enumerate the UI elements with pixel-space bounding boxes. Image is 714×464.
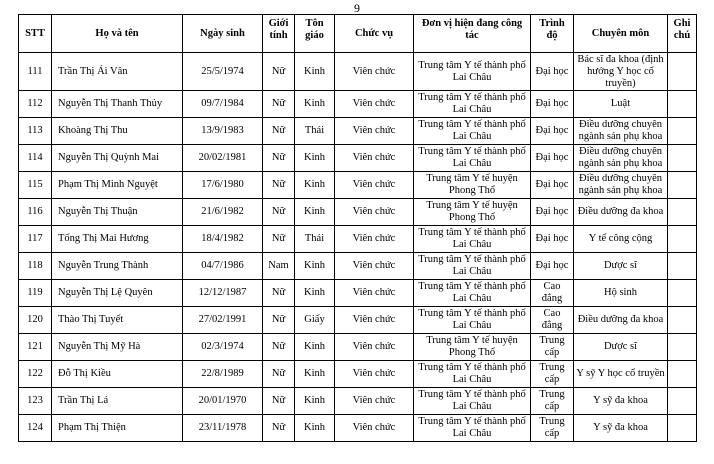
cell-gender: Nữ	[263, 118, 295, 145]
cell-level: Đại học	[531, 172, 574, 199]
cell-dob: 13/9/1983	[183, 118, 263, 145]
cell-position: Viên chức	[335, 388, 414, 415]
cell-unit: Trung tâm Y tế thành phố Lai Châu	[414, 415, 531, 442]
cell-stt: 120	[19, 307, 52, 334]
cell-stt: 112	[19, 91, 52, 118]
cell-note	[668, 145, 697, 172]
cell-level: Đại học	[531, 253, 574, 280]
cell-stt: 118	[19, 253, 52, 280]
page-number: 9	[354, 1, 360, 15]
cell-religion: Kinh	[295, 415, 335, 442]
cell-religion: Kinh	[295, 199, 335, 226]
cell-unit: Trung tâm Y tế thành phố Lai Châu	[414, 280, 531, 307]
header-gender: Giới tính	[263, 15, 295, 53]
cell-note	[668, 280, 697, 307]
cell-stt: 116	[19, 199, 52, 226]
table-row	[19, 307, 697, 334]
cell-note	[668, 118, 697, 145]
cell-religion: Kinh	[295, 172, 335, 199]
cell-dob: 18/4/1982	[183, 226, 263, 253]
cell-dob: 20/02/1981	[183, 145, 263, 172]
cell-specialty: Y sỹ đa khoa	[574, 388, 668, 415]
table-row	[19, 280, 697, 307]
cell-specialty: Dược sĩ	[574, 334, 668, 361]
cell-dob: 21/6/1982	[183, 199, 263, 226]
cell-specialty: Dược sĩ	[574, 253, 668, 280]
staff-table	[18, 14, 697, 442]
cell-religion: Kinh	[295, 91, 335, 118]
header-religion: Tôn giáo	[295, 15, 335, 53]
cell-unit: Trung tâm Y tế thành phố Lai Châu	[414, 253, 531, 280]
table-row	[19, 172, 697, 199]
cell-note	[668, 172, 697, 199]
cell-name: Phạm Thị Minh Nguyệt	[52, 172, 183, 199]
table-row	[19, 91, 697, 118]
cell-name: Phạm Thị Thiện	[52, 415, 183, 442]
cell-religion: Kinh	[295, 334, 335, 361]
cell-specialty: Điều dưỡng chuyên ngành sản phụ khoa	[574, 118, 668, 145]
cell-level: Trung cấp	[531, 334, 574, 361]
cell-name: Nguyễn Thị Mỹ Hà	[52, 334, 183, 361]
cell-stt: 111	[19, 53, 52, 91]
cell-stt: 124	[19, 415, 52, 442]
cell-unit: Trung tâm Y tế huyện Phong Thổ	[414, 199, 531, 226]
cell-specialty: Y sỹ đa khoa	[574, 415, 668, 442]
table-row	[19, 334, 697, 361]
cell-level: Đại học	[531, 118, 574, 145]
cell-position: Viên chức	[335, 199, 414, 226]
cell-unit: Trung tâm Y tế thành phố Lai Châu	[414, 91, 531, 118]
cell-note	[668, 334, 697, 361]
cell-religion: Thái	[295, 118, 335, 145]
header-position: Chức vụ	[335, 15, 414, 53]
cell-specialty: Điều dưỡng chuyên ngành sản phụ khoa	[574, 172, 668, 199]
cell-gender: Nữ	[263, 145, 295, 172]
cell-gender: Nữ	[263, 226, 295, 253]
cell-unit: Trung tâm Y tế thành phố Lai Châu	[414, 361, 531, 388]
cell-name: Nguyễn Thị Lệ Quyên	[52, 280, 183, 307]
cell-stt: 121	[19, 334, 52, 361]
cell-unit: Trung tâm Y tế thành phố Lai Châu	[414, 226, 531, 253]
cell-religion: Kinh	[295, 280, 335, 307]
cell-religion: Thái	[295, 226, 335, 253]
table-row	[19, 226, 697, 253]
cell-dob: 22/8/1989	[183, 361, 263, 388]
cell-specialty: Y tế công cộng	[574, 226, 668, 253]
cell-note	[668, 226, 697, 253]
cell-position: Viên chức	[335, 334, 414, 361]
header-name: Họ và tên	[52, 15, 183, 53]
cell-specialty: Luật	[574, 91, 668, 118]
cell-stt: 113	[19, 118, 52, 145]
cell-specialty: Điều dưỡng đa khoa	[574, 199, 668, 226]
cell-gender: Nữ	[263, 280, 295, 307]
cell-gender: Nữ	[263, 415, 295, 442]
cell-name: Nguyễn Thị Quỳnh Mai	[52, 145, 183, 172]
cell-name: Trần Thị Lá	[52, 388, 183, 415]
cell-specialty: Bác sĩ đa khoa (định hướng Y học cổ truyền)	[574, 53, 668, 91]
cell-dob: 27/02/1991	[183, 307, 263, 334]
cell-level: Cao đẳng	[531, 280, 574, 307]
cell-position: Viên chức	[335, 226, 414, 253]
cell-name: Tống Thị Mai Hương	[52, 226, 183, 253]
table-row	[19, 415, 697, 442]
cell-level: Trung cấp	[531, 361, 574, 388]
cell-gender: Nữ	[263, 388, 295, 415]
cell-stt: 114	[19, 145, 52, 172]
cell-unit: Trung tâm Y tế huyện Phong Thổ	[414, 172, 531, 199]
cell-position: Viên chức	[335, 145, 414, 172]
cell-level: Cao đẳng	[531, 307, 574, 334]
cell-note	[668, 53, 697, 91]
cell-gender: Nữ	[263, 199, 295, 226]
cell-religion: Kinh	[295, 145, 335, 172]
cell-specialty: Điều dưỡng đa khoa	[574, 307, 668, 334]
cell-unit: Trung tâm Y tế thành phố Lai Châu	[414, 118, 531, 145]
cell-stt: 122	[19, 361, 52, 388]
cell-position: Viên chức	[335, 253, 414, 280]
cell-gender: Nữ	[263, 172, 295, 199]
cell-specialty: Hộ sinh	[574, 280, 668, 307]
cell-level: Đại học	[531, 226, 574, 253]
cell-religion: Giấy	[295, 307, 335, 334]
cell-note	[668, 388, 697, 415]
cell-level: Đại học	[531, 91, 574, 118]
cell-religion: Kinh	[295, 253, 335, 280]
cell-level: Đại học	[531, 53, 574, 91]
cell-level: Đại học	[531, 199, 574, 226]
table-row	[19, 253, 697, 280]
cell-specialty: Y sỹ Y học cổ truyền	[574, 361, 668, 388]
header-specialty: Chuyên môn	[574, 15, 668, 53]
cell-religion: Kinh	[295, 361, 335, 388]
table-row	[19, 388, 697, 415]
cell-gender: Nữ	[263, 53, 295, 91]
cell-unit: Trung tâm Y tế thành phố Lai Châu	[414, 388, 531, 415]
cell-gender: Nữ	[263, 307, 295, 334]
cell-dob: 12/12/1987	[183, 280, 263, 307]
cell-position: Viên chức	[335, 53, 414, 91]
cell-name: Khoàng Thị Thu	[52, 118, 183, 145]
table-row	[19, 145, 697, 172]
cell-name: Thào Thị Tuyết	[52, 307, 183, 334]
cell-gender: Nữ	[263, 361, 295, 388]
cell-religion: Kinh	[295, 388, 335, 415]
cell-note	[668, 253, 697, 280]
cell-stt: 117	[19, 226, 52, 253]
cell-religion: Kinh	[295, 53, 335, 91]
cell-position: Viên chức	[335, 307, 414, 334]
cell-note	[668, 91, 697, 118]
cell-gender: Nữ	[263, 334, 295, 361]
cell-stt: 115	[19, 172, 52, 199]
header-level: Trình độ	[531, 15, 574, 53]
cell-dob: 17/6/1980	[183, 172, 263, 199]
cell-name: Đỗ Thị Kiều	[52, 361, 183, 388]
cell-level: Trung cấp	[531, 415, 574, 442]
cell-unit: Trung tâm Y tế thành phố Lai Châu	[414, 307, 531, 334]
cell-unit: Trung tâm Y tế thành phố Lai Châu	[414, 145, 531, 172]
cell-name: Nguyễn Trung Thành	[52, 253, 183, 280]
cell-stt: 119	[19, 280, 52, 307]
cell-position: Viên chức	[335, 415, 414, 442]
table-row	[19, 53, 697, 91]
table-row	[19, 118, 697, 145]
cell-position: Viên chức	[335, 172, 414, 199]
table-row	[19, 361, 697, 388]
cell-gender: Nữ	[263, 91, 295, 118]
cell-note	[668, 307, 697, 334]
cell-name: Trần Thị Ái Vân	[52, 53, 183, 91]
cell-dob: 23/11/1978	[183, 415, 263, 442]
cell-gender: Nam	[263, 253, 295, 280]
cell-position: Viên chức	[335, 91, 414, 118]
cell-unit: Trung tâm Y tế thành phố Lai Châu	[414, 53, 531, 91]
cell-dob: 20/01/1970	[183, 388, 263, 415]
cell-stt: 123	[19, 388, 52, 415]
cell-position: Viên chức	[335, 361, 414, 388]
table-row	[19, 199, 697, 226]
cell-position: Viên chức	[335, 280, 414, 307]
cell-dob: 04/7/1986	[183, 253, 263, 280]
cell-level: Trung cấp	[531, 388, 574, 415]
cell-unit: Trung tâm Y tế huyện Phong Thổ	[414, 334, 531, 361]
cell-name: Nguyễn Thị Thuận	[52, 199, 183, 226]
header-row	[19, 15, 697, 53]
header-unit: Đơn vị hiện đang công tác	[414, 15, 531, 53]
cell-dob: 02/3/1974	[183, 334, 263, 361]
cell-dob: 09/7/1984	[183, 91, 263, 118]
cell-specialty: Điều dưỡng chuyên ngành sản phụ khoa	[574, 145, 668, 172]
header-note: Ghi chú	[668, 15, 697, 53]
header-dob: Ngày sinh	[183, 15, 263, 53]
cell-name: Nguyễn Thị Thanh Thủy	[52, 91, 183, 118]
cell-note	[668, 361, 697, 388]
cell-level: Đại học	[531, 145, 574, 172]
cell-note	[668, 415, 697, 442]
cell-note	[668, 199, 697, 226]
header-stt: STT	[19, 15, 52, 53]
cell-dob: 25/5/1974	[183, 53, 263, 91]
cell-position: Viên chức	[335, 118, 414, 145]
